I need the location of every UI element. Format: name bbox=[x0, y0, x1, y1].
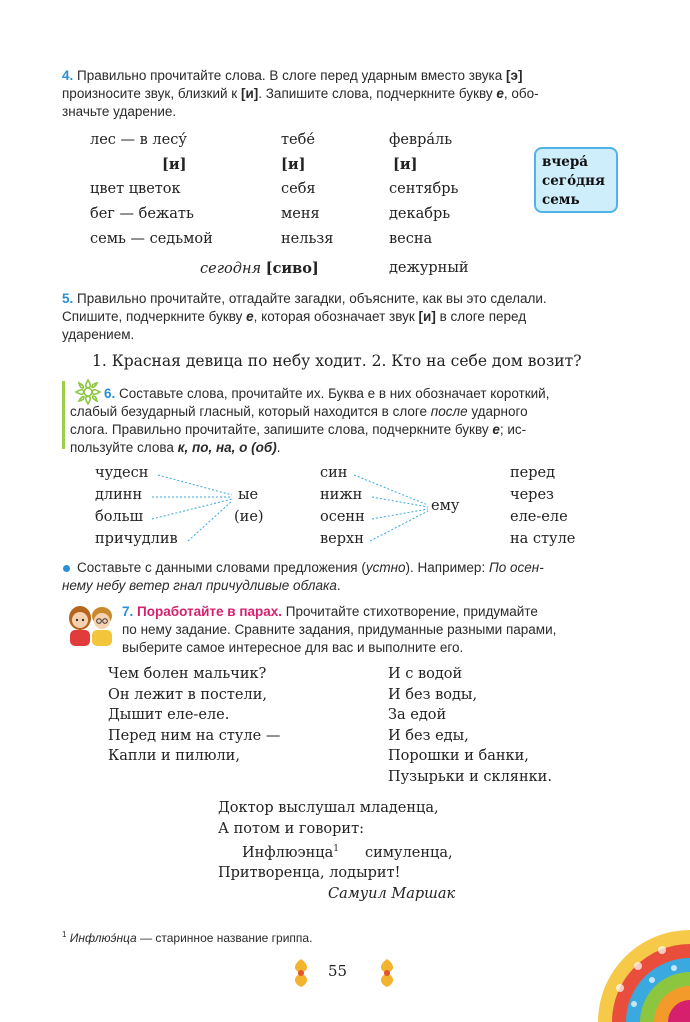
poem-left-column: Чем болен мальчик? Он лежит в постели, Дышит еле-еле. Перед ним на стуле — Капли и пилюли, bbox=[108, 666, 281, 764]
stem-item: длинн bbox=[95, 487, 143, 503]
bullet-icon bbox=[63, 565, 70, 572]
stem-item: причудлив bbox=[95, 531, 178, 547]
ending: ые bbox=[238, 487, 259, 503]
left-ornament-icon bbox=[286, 956, 316, 990]
word-item: на стуле bbox=[510, 531, 576, 547]
word-item: через bbox=[510, 487, 554, 503]
ex5-instructions: 5. Правильно прочитайте, отгадайте загадки, объясните, как вы это сделали. Спишите, подчеркните букву е, которая обозначает звук [и] в слоге перед ударением. bbox=[62, 291, 547, 342]
stem-item: син bbox=[320, 465, 348, 481]
right-ornament-icon bbox=[372, 956, 402, 990]
ex4-number: 4. bbox=[62, 68, 74, 83]
ex7-instructions: 7. Поработайте в парах. Прочитайте стихотворение, придумайте по нему задание. Сравните задания, придуманные разными парами, выберите самое интересное для вас и выполните его. bbox=[122, 604, 557, 655]
corner-ornament-icon bbox=[590, 918, 690, 1022]
page-number: 55 bbox=[328, 962, 348, 980]
ending: ему bbox=[431, 498, 460, 514]
ex6-instructions: 6. Составьте слова, прочитайте их. Буква е в них обозначает короткий, bbox=[104, 386, 550, 401]
word-item: перед bbox=[510, 465, 556, 481]
stem-item: верхн bbox=[320, 531, 364, 547]
poem-right-column: И с водой И без воды, За едой И без еды, Порошки и банки, Пузырьки и склянки. bbox=[388, 666, 552, 785]
ex6-bullet-task: Составьте с данными словами предложения (устно). Например: По осен- bbox=[77, 560, 544, 575]
stem-item: нижн bbox=[320, 487, 363, 503]
ex6-number: 6. bbox=[104, 386, 116, 401]
word-item: еле-еле bbox=[510, 509, 568, 525]
vocabulary-box: вчера́ сего́дня семь bbox=[534, 147, 618, 213]
children-pair-icon bbox=[64, 600, 118, 646]
footnote: $^1$ Инфлюэ́нца — старинное название гриппа. bbox=[62, 930, 313, 945]
stem-item: чудесн bbox=[95, 465, 149, 481]
poem-author: Самуил Маршак bbox=[328, 885, 456, 902]
ex7-number: 7. bbox=[122, 604, 134, 619]
stem-item: больш bbox=[95, 509, 144, 525]
poem-ending: Доктор выслушал младенца, А потом и говорит: Инфлюэнца$^1$ симуленца, Притворенца, лодырит! Самуил Маршак bbox=[218, 798, 455, 904]
ex5-riddles: 1. Красная девица по небу ходит. 2. Кто на себе дом возит? bbox=[92, 352, 582, 370]
ex4-instructions: 4. Правильно прочитайте слова. В слоге перед ударным вместо звука [э] произносите звук, близкий к [и]. Запишите слова, подчеркните букву е, обо- значьте ударение. bbox=[62, 68, 539, 119]
stem-item: осенн bbox=[320, 509, 365, 525]
ending: (ие) bbox=[234, 509, 264, 525]
ex5-number: 5. bbox=[62, 291, 74, 306]
